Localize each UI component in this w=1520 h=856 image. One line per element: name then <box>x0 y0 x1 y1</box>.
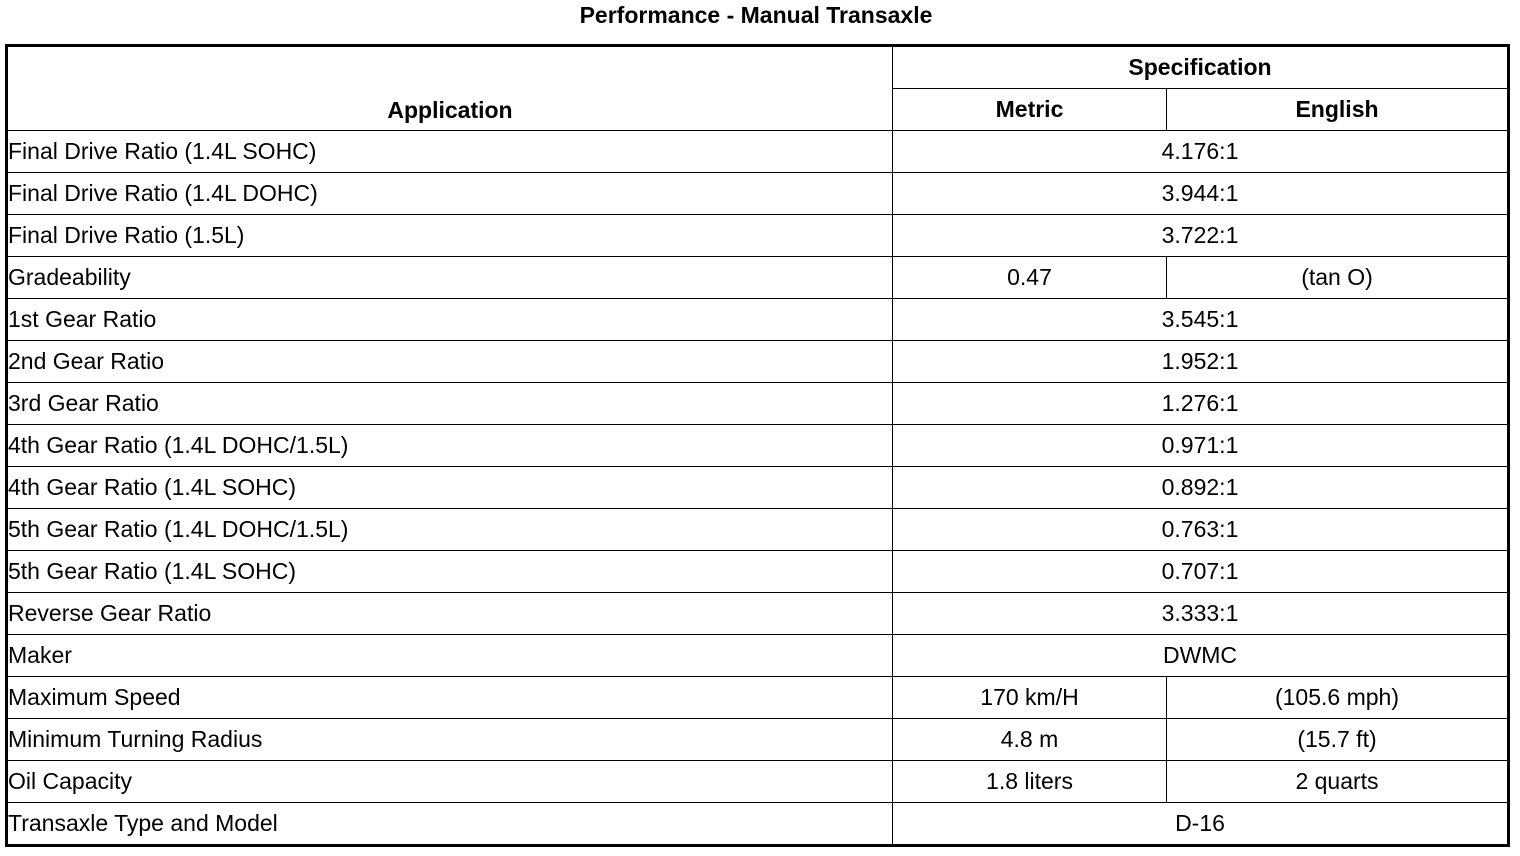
specification-value-cell: 3.545:1 <box>893 299 1509 341</box>
application-cell: Final Drive Ratio (1.5L) <box>7 215 893 257</box>
application-cell: 4th Gear Ratio (1.4L DOHC/1.5L) <box>7 425 893 467</box>
english-header: English <box>1167 89 1509 131</box>
application-cell: Final Drive Ratio (1.4L SOHC) <box>7 131 893 173</box>
metric-value-cell: 170 km/H <box>893 677 1167 719</box>
application-cell: Gradeability <box>7 257 893 299</box>
specification-header: Specification <box>893 46 1509 89</box>
specification-value-cell: D-16 <box>893 803 1509 846</box>
metric-value-cell: 4.8 m <box>893 719 1167 761</box>
table-row <box>7 509 1509 551</box>
metric-value-cell: 0.47 <box>893 257 1167 299</box>
application-cell: Maker <box>7 635 893 677</box>
table-row <box>7 173 1509 215</box>
specification-value-cell: 1.952:1 <box>893 341 1509 383</box>
application-cell: Oil Capacity <box>7 761 893 803</box>
application-cell: Maximum Speed <box>7 677 893 719</box>
table-row <box>7 383 1509 425</box>
metric-value-cell: 1.8 liters <box>893 761 1167 803</box>
specification-value-cell: 0.892:1 <box>893 467 1509 509</box>
specification-value-cell: 3.722:1 <box>893 215 1509 257</box>
application-header: Application <box>7 46 893 131</box>
table-title: Performance - Manual Transaxle <box>579 2 933 28</box>
table-row <box>7 299 1509 341</box>
table-row <box>7 677 1509 719</box>
specification-value-cell: 3.333:1 <box>893 593 1509 635</box>
english-value-cell: 2 quarts <box>1167 761 1509 803</box>
table-row <box>7 761 1509 803</box>
application-cell: 5th Gear Ratio (1.4L SOHC) <box>7 551 893 593</box>
application-cell: Reverse Gear Ratio <box>7 593 893 635</box>
table-row <box>7 635 1509 677</box>
table-row <box>7 215 1509 257</box>
performance-spec-table <box>5 44 1510 847</box>
table-row <box>7 467 1509 509</box>
table-row <box>7 425 1509 467</box>
specification-value-cell: 4.176:1 <box>893 131 1509 173</box>
english-value-cell: (15.7 ft) <box>1167 719 1509 761</box>
table-row <box>7 719 1509 761</box>
table-row <box>7 341 1509 383</box>
application-cell: Transaxle Type and Model <box>7 803 893 846</box>
specification-value-cell: 3.944:1 <box>893 173 1509 215</box>
table-row <box>7 257 1509 299</box>
table-row <box>7 803 1509 846</box>
application-cell: 1st Gear Ratio <box>7 299 893 341</box>
table-row <box>7 593 1509 635</box>
application-cell: 3rd Gear Ratio <box>7 383 893 425</box>
table-row <box>7 131 1509 173</box>
application-cell: 4th Gear Ratio (1.4L SOHC) <box>7 467 893 509</box>
application-cell: 2nd Gear Ratio <box>7 341 893 383</box>
specification-value-cell: 0.763:1 <box>893 509 1509 551</box>
spec-table-body <box>7 131 1509 846</box>
specification-value-cell: 1.276:1 <box>893 383 1509 425</box>
specification-value-cell: DWMC <box>893 635 1509 677</box>
application-cell: Final Drive Ratio (1.4L DOHC) <box>7 173 893 215</box>
metric-header: Metric <box>893 89 1167 131</box>
specification-value-cell: 0.707:1 <box>893 551 1509 593</box>
english-value-cell: (105.6 mph) <box>1167 677 1509 719</box>
application-cell: 5th Gear Ratio (1.4L DOHC/1.5L) <box>7 509 893 551</box>
application-cell: Minimum Turning Radius <box>7 719 893 761</box>
specification-value-cell: 0.971:1 <box>893 425 1509 467</box>
english-value-cell: (tan O) <box>1167 257 1509 299</box>
table-row <box>7 551 1509 593</box>
